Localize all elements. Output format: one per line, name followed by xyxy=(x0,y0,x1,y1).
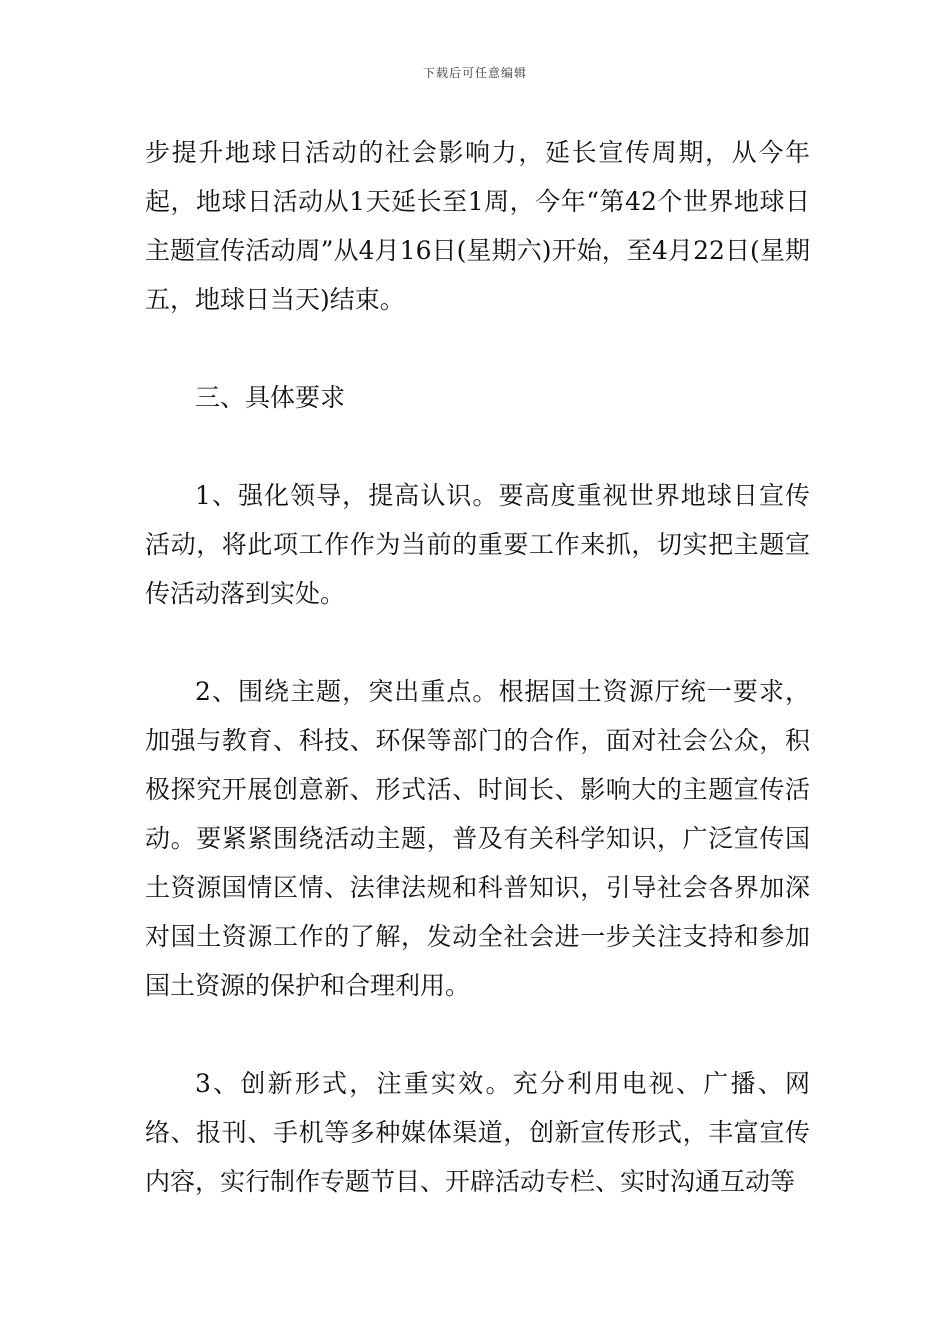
section-heading-requirements: 三、具体要求 xyxy=(195,383,346,412)
document-body xyxy=(145,128,810,1206)
paragraph-item-3: 3、创新形式，注重实效。充分利用电视、广播、网络、报刊、手机等多种媒体渠道，创新宣传形式，丰富宣传内容，实行制作专题节目、开辟活动专栏、实时沟通互动等 xyxy=(145,1069,810,1196)
paragraph-item-2: 2、围绕主题，突出重点。根据国土资源厅统一要求，加强与教育、科技、环保等部门的合作，面对社会公众，积极探究开展创意新、形式活、时间长、影响大的主题宣传活动。要紧紧围绕活动主题，普及有关科学知识，广泛宣传国土资源国情区情、法律法规和科普知识，引导社会各界加深对国土资源工作的了解，发动全社会进一步关注支持和参加国土资源的保护和合理利用。 xyxy=(145,677,810,1000)
paragraph-gap xyxy=(145,618,810,667)
paragraph-gap xyxy=(145,324,810,373)
paragraph-item-1: 1、强化领导，提高认识。要高度重视世界地球日宣传活动，将此项工作作为当前的重要工作来抓，切实把主题宣传活动落到实处。 xyxy=(145,481,810,608)
header-note: 下载后可任意编辑 xyxy=(422,66,527,80)
paragraph-gap xyxy=(145,1010,810,1059)
paragraph-continuation: 步提升地球日活动的社会影响力，延长宣传周期，从今年起，地球日活动从1天延长至1周，今年“第42个世界地球日主题宣传活动周”从4月16日(星期六)开始，至4月22日(星期五，地球日当天)结束。 xyxy=(145,138,810,314)
paragraph-gap xyxy=(145,422,810,471)
